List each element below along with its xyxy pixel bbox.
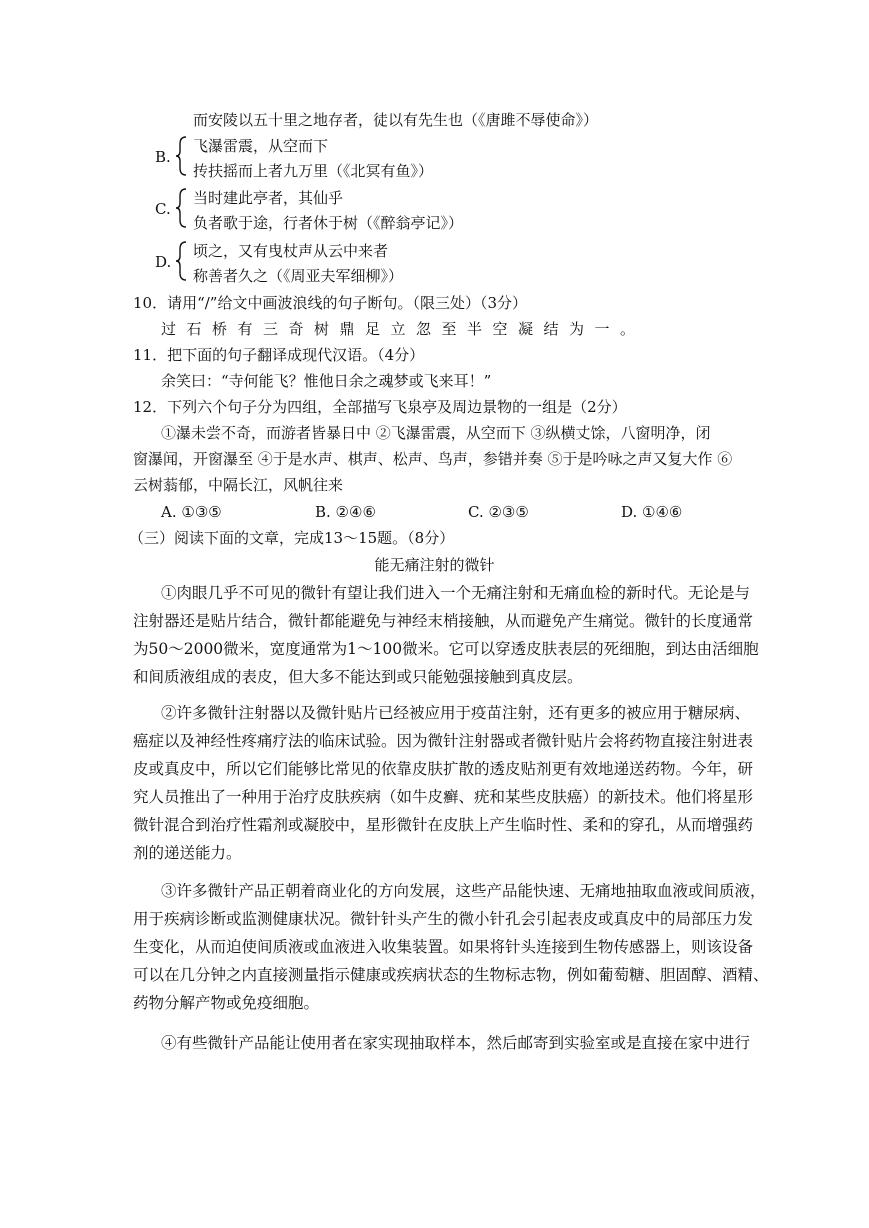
- passage-p2-line: 癌症以及神经性疼痛疗法的临床试验。因为微针注射器或者微针贴片会将药物直接注射进表: [133, 732, 754, 750]
- q12-items-line1: ①瀑未尝不奇，而游者皆暴日中 ②飞瀑雷震，从空而下 ③纵横丈馀，八窗明净，闭: [161, 424, 711, 442]
- passage-p2-line: 究人员推出了一种用于治疗皮肤疾病（如牛皮癣、疣和某些皮肤癌）的新技术。他们将星形: [133, 788, 754, 806]
- q11-prompt: 11．把下面的句子翻译成现代汉语。（4分）: [133, 346, 425, 364]
- q9-option-b-label: B.: [155, 148, 171, 166]
- passage-p1-line: 注射器还是贴片结合，微针都能避免与神经末梢接触，从而避免产生痛觉。微针的长度通常: [133, 612, 754, 630]
- q10-prompt: 10．请用“/”给文中画波浪线的句子断句。（限三处）（3分）: [133, 294, 528, 312]
- passage-p3-line: 生变化，从而迫使间质液或血液进入收集装置。如果将针头连接到生物传感器上，则该设备: [133, 938, 754, 956]
- passage-p4-line: ④有些微针产品能让使用者在家实现抽取样本，然后邮寄到实验室或是直接在家中进行: [161, 1034, 751, 1052]
- brace-icon: [176, 136, 188, 176]
- q12-choice-b: B. ②④⑥: [315, 503, 376, 521]
- passage-p2-line: 微针混合到治疗性霜剂或凝胶中，星形微针在皮肤上产生临时性、柔和的穿孔，从而增强药: [133, 816, 754, 834]
- q9-option-d-label: D.: [155, 253, 172, 271]
- passage-p3-line: 用于疾病诊断或监测健康状况。微针针头产生的微小针孔会引起表皮或真皮中的局部压力发: [133, 910, 754, 928]
- q10-sentence: 过石桥有三奇树鼎足立忽至半空凝结为一。: [161, 320, 646, 338]
- q9-option-d-line1: 顷之，又有曳杖声从云中来者: [193, 242, 389, 260]
- q9-option-c-line2: 负者歌于途，行者休于树（《醉翁亭记》）: [193, 214, 464, 232]
- q12-choice-c: C. ②③⑤: [468, 503, 529, 521]
- passage-p1-line: ①肉眼几乎不可见的微针有望让我们进入一个无痛注射和无痛血检的新时代。无论是与: [161, 584, 751, 602]
- q9-option-c-label: C.: [155, 200, 171, 218]
- q12-items-line3: 云树蓊郁，中隔长江，风帆往来: [133, 476, 344, 494]
- passage-p2-line: 皮或真皮中，所以它们能够比常见的依靠皮肤扩散的透皮贴剂更有效地递送药物。今年，研: [133, 760, 754, 778]
- passage-p2-line: 剂的递送能力。: [133, 844, 242, 862]
- brace-icon: [176, 241, 188, 281]
- q9-option-b-line1: 飞瀑雷震，从空而下: [193, 137, 329, 155]
- passage-p1-line: 为50～2000微米，宽度通常为1～100微米。它可以穿透皮肤表层的死细胞，到达由活细胞: [133, 640, 759, 658]
- passage-p3-line: ③许多微针产品正朝着商业化的方向发展，这些产品能快速、无痛地抽取血液或间质液，: [161, 882, 766, 900]
- q9-option-a-line2: 而安陵以五十里之地存者，徒以有先生也（《唐雎不辱使命》）: [193, 111, 599, 129]
- q12-items-line2: 窗瀑闻，开窗瀑至 ④于是水声、棋声、松声、鸟声，参错并奏 ⑤于是吟咏之声又复大作 ⑥: [133, 450, 733, 468]
- passage-p3-line: 可以在几分钟之内直接测量指示健康或疾病状态的生物标志物，例如葡萄糖、胆固醇、酒精、: [133, 966, 769, 984]
- brace-icon: [176, 188, 188, 228]
- q9-option-d-line2: 称善者久之（《周亚夫军细柳》）: [193, 267, 404, 285]
- section3-intro: （三）阅读下面的文章，完成13～15题。（8分）: [129, 529, 455, 547]
- q9-option-b-line2: 抟扶摇而上者九万里（《北冥有鱼》）: [193, 162, 434, 180]
- q12-choice-d: D. ①④⑥: [621, 503, 683, 521]
- passage-p3-line: 药物分解产物或免疫细胞。: [133, 994, 320, 1012]
- q12-prompt: 12．下列六个句子分为四组，全部描写飞泉亭及周边景物的一组是（2分）: [133, 398, 627, 416]
- q11-sentence: 余笑曰：“寺何能飞？惟他日余之魂梦或飞来耳！”: [161, 372, 492, 390]
- q12-choice-a: A. ①③⑤: [161, 503, 222, 521]
- passage-p2-line: ②许多微针注射器以及微针贴片已经被应用于疫苗注射，还有更多的被应用于糖尿病、: [161, 704, 751, 722]
- q9-option-c-line1: 当时建此亭者，其仙乎: [193, 189, 344, 207]
- passage-title: 能无痛注射的微针: [374, 556, 495, 574]
- passage-p1-line: 和间质液组成的表皮，但大多不能达到或只能勉强接触到真皮层。: [133, 668, 583, 686]
